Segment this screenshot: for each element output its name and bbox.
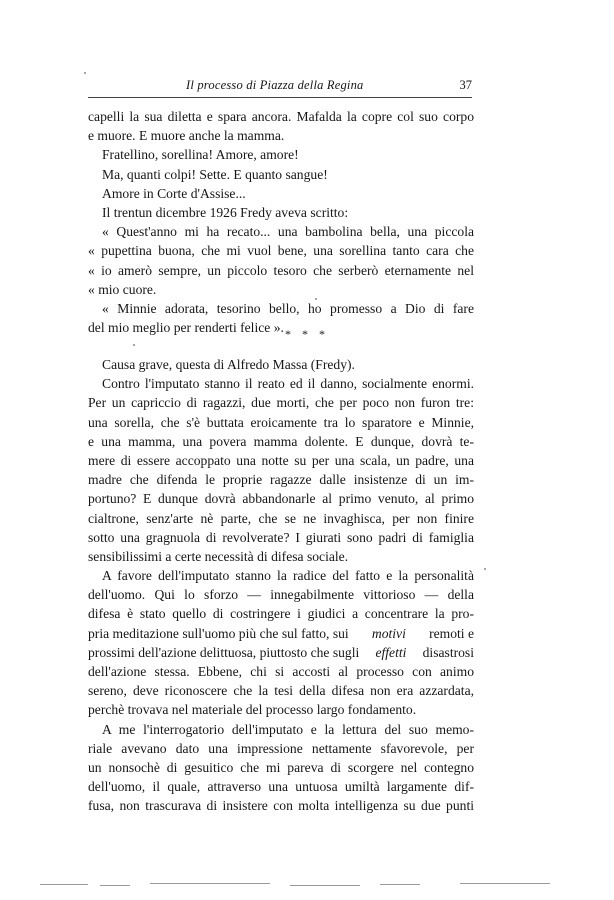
text-block-1 (88, 107, 474, 337)
scan-speck (84, 72, 86, 74)
quote-line: « Quest'anno mi ha recato... una bambolina bella, una piccola (102, 224, 474, 240)
text-line: e muore. E muore anche la mamma. (88, 128, 285, 144)
emphasis-effetti: effetti (375, 644, 407, 660)
text-line (88, 643, 474, 662)
emphasis-motivi: motivi (371, 625, 406, 641)
text-line: dell'uomo, il quale, attraverso una untuosa umiltà largamente dif- (88, 779, 474, 795)
header-rule (88, 97, 472, 98)
text-fragment: pria meditazione sull'uomo più che sul fatto, sui (88, 625, 349, 641)
running-title: Il processo di Piazza della Regina (186, 78, 364, 92)
text-line: madre che difenda le proprie ragazze dalle insistenze di un im- (88, 472, 474, 488)
text-line: portuno? E dunque dovrà abbandonarle al primo venuto, al primo (88, 491, 474, 507)
text-line: A favore dell'imputato stanno la radice del fatto e la personalità (102, 568, 474, 584)
quote-line: « Minnie adorata, tesorino bello, ho promesso a Dio di fare (102, 300, 474, 316)
text-line: sensibilissimi a certe necessità di difesa sociale. (88, 548, 349, 564)
running-head (88, 78, 472, 96)
text-line (88, 624, 474, 643)
text-line: difesa è stato quello di costringere i giudici a concentrare la pro- (88, 606, 474, 622)
quote-line: « io amerò sempre, un piccolo tesoro che serberò eternamente nel (88, 262, 474, 278)
quote-line: del mio meglio per renderti felice ». (88, 320, 284, 336)
text-fragment: disastrosi (422, 644, 474, 660)
text-line: dell'uomo. Qui lo sforzo — innegabilmente vittorioso — della (88, 587, 474, 603)
quote-line: « pupettina buona, che mi vuol bene, una sorellina tanto cara che (88, 243, 474, 259)
text-line: sereno, deve riconoscere che la tesi della difesa non era azzardata, (88, 683, 474, 699)
scan-edge-noise (40, 882, 550, 888)
scan-speck (484, 568, 486, 570)
text-line: perchè trovava nel materiale del processo largo fondamento. (88, 702, 417, 718)
text-line: sotto una gragnuola di revolverate? I giurati sono padri di famiglia (88, 529, 474, 545)
text-line: A me l'interrogatorio dell'imputato e la lettura del suo memo- (102, 721, 474, 737)
text-line: Fratellino, sorellina! Amore, amore! (102, 147, 299, 163)
text-line: cialtrone, senz'arte nè parte, che se ne invaghisca, per non finire (88, 510, 474, 526)
quote-line: « mio cuore. (88, 281, 157, 297)
text-line: dell'azione stessa. Ebbene, chi si accosti al processo con animo (88, 664, 474, 679)
scan-speck (315, 298, 317, 300)
text-line: Causa grave, questa di Alfredo Massa (Fredy). (102, 357, 355, 372)
text-line: riale avevano dato una impressione nettamente sfavorevole, per (88, 740, 474, 756)
text-line: capelli la sua diletta e spara ancora. Mafalda la copre col suo corpo (88, 109, 474, 124)
text-fragment: prossimi dell'azione delittuosa, piuttosto che sugli (88, 644, 360, 660)
text-block-2 (88, 355, 474, 816)
text-line: un nonsochè di gesuitico che mi pareva di scorgere nel contegno (88, 759, 474, 775)
text-line: mere di essere accoppato una notte su per una scala, un padre, una (88, 452, 474, 468)
text-line: una sorella, che s'è buttata eroicamente tra lo sparatore e Minnie, (88, 414, 474, 430)
text-line: Amore in Corte d'Assise... (102, 185, 246, 201)
scan-speck (133, 344, 135, 346)
text-line: e una mamma, una povera mamma dolente. E dunque, dovrà te- (88, 433, 474, 449)
text-fragment: remoti e (429, 625, 474, 641)
text-line: Il trentun dicembre 1926 Fredy aveva scritto: (102, 204, 349, 220)
text-line: Ma, quanti colpi! Sette. E quanto sangue! (102, 166, 328, 182)
text-line: fusa, non trascurava di insistere con molta intelligenza su due punti (88, 798, 474, 814)
text-line: Per un capriccio di ragazzi, due morti, che per poco non furon tre: (88, 395, 474, 411)
page-number: 37 (459, 78, 472, 92)
section-separator: * * * (285, 327, 329, 341)
text-line: Contro l'imputato stanno il reato ed il danno, socialmente enormi. (102, 376, 474, 392)
